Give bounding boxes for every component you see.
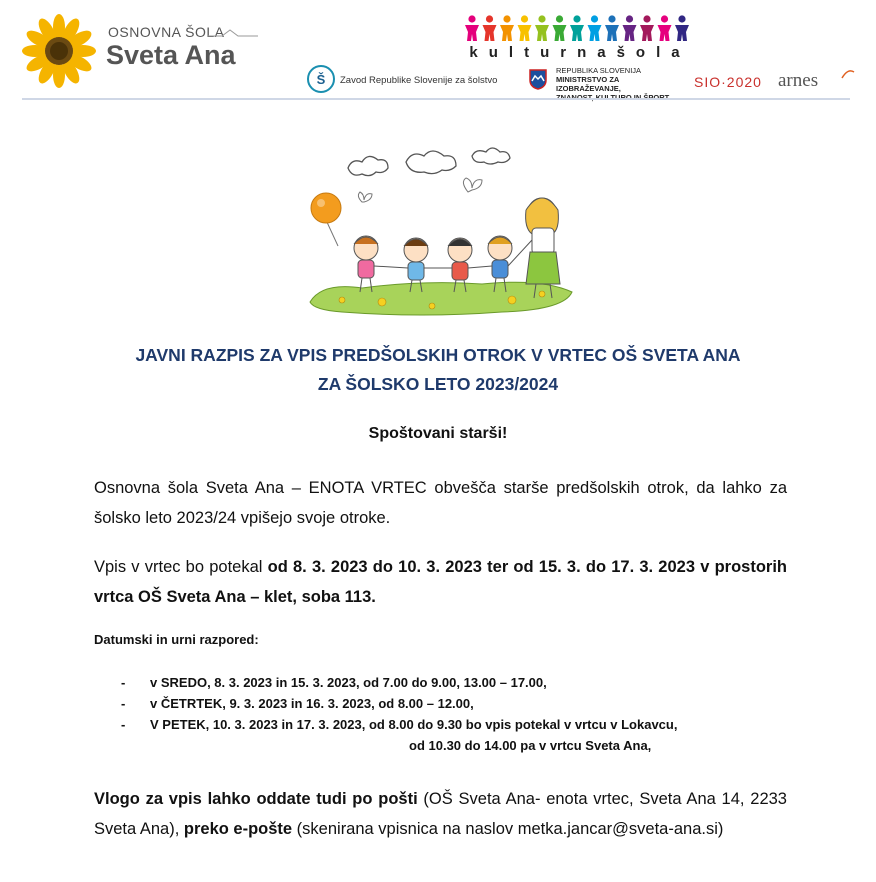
sunflower-icon <box>22 14 96 88</box>
schedule-heading: Datumski in urni razpored: <box>94 632 259 647</box>
schedule-wednesday: v SREDO, 8. 3. 2023 in 15. 3. 2023, od 7.00 do 9.00, 13.00 – 17.00, <box>150 675 547 690</box>
enrollment-dates: od 8. 3. 2023 do 10. 3. 2023 ter od 15. 3. do 17. 3. 2023 v prostorih vrtca OŠ Sveta Ana – klet, soba 113. <box>94 558 787 606</box>
intro-paragraph: Osnovna šola Sveta Ana – ENOTA VRTEC obvešča starše predšolskih otrok, da lahko za šolsko leto 2023/24 vpišejo svoje otroke. <box>94 479 787 527</box>
list-dash: - <box>121 696 126 711</box>
children-illustration <box>302 142 580 320</box>
list-item <box>121 696 474 711</box>
mail-text-2: (skenirana vpisnica na naslov metka.jancar@sveta-ana.si) <box>292 820 724 838</box>
list-dash: - <box>121 717 126 732</box>
list-dash: - <box>121 675 126 690</box>
mail-text-1: (OŠ Sveta Ana- enota vrtec, Sveta Ana 14, 2233 Sveta Ana), <box>94 790 787 838</box>
arnes-swoosh-icon <box>840 66 856 82</box>
document-title-line-2: ZA ŠOLSKO LETO 2023/2024 <box>317 374 559 394</box>
schedule-thursday: v ČETRTEK, 9. 3. 2023 in 16. 3. 2023, od 8.00 – 12.00, <box>150 696 474 711</box>
schedule-friday-continuation: od 10.30 do 14.00 pa v vrtcu Sveta Ana, <box>409 738 652 753</box>
ministry-line-1: REPUBLIKA SLOVENIJA <box>556 66 642 75</box>
school-label-small: OSNOVNA ŠOLA <box>108 24 225 40</box>
schedule-friday: V PETEK, 10. 3. 2023 in 17. 3. 2023, od 8.00 do 9.30 bo vpis potekal v vrtcu v Lokavcu, <box>150 717 678 732</box>
zavod-icon <box>306 64 336 94</box>
greeting: Spoštovani starši! <box>368 425 508 442</box>
roof-line-icon <box>208 28 258 38</box>
slovenia-coat-icon <box>528 68 548 90</box>
school-name: Sveta Ana <box>106 40 236 70</box>
sio-logo: SIO·2020 <box>694 74 762 90</box>
school-logo <box>22 14 262 88</box>
kultura-logo <box>462 14 698 60</box>
zavod-text: Zavod Republike Slovenije za šolstvo <box>340 75 498 86</box>
enrollment-prefix: Vpis v vrtec bo potekal <box>94 558 268 576</box>
mail-bold-1: Vlogo za vpis lahko oddate tudi po pošti <box>94 790 418 808</box>
svg-text:Š: Š <box>316 72 326 87</box>
enrollment-paragraph <box>94 552 787 612</box>
mail-paragraph <box>94 784 787 844</box>
header-divider <box>22 98 850 100</box>
document-title-line-1: JAVNI RAZPIS ZA VPIS PREDŠOLSKIH OTROK V VRTEC OŠ SVETA ANA <box>135 345 741 365</box>
arnes-logo: arnes <box>778 70 819 91</box>
ministry-logo <box>528 66 678 96</box>
ministry-line-2: MINISTRSTVO ZA IZOBRAŽEVANJE, <box>556 75 621 93</box>
mail-bold-2: preko e-pošte <box>183 820 293 838</box>
kultura-text: kulturnašola <box>469 44 691 61</box>
zavod-logo <box>306 66 516 94</box>
list-item <box>121 717 677 732</box>
kultura-people-icon <box>462 14 698 42</box>
list-item <box>121 675 547 690</box>
